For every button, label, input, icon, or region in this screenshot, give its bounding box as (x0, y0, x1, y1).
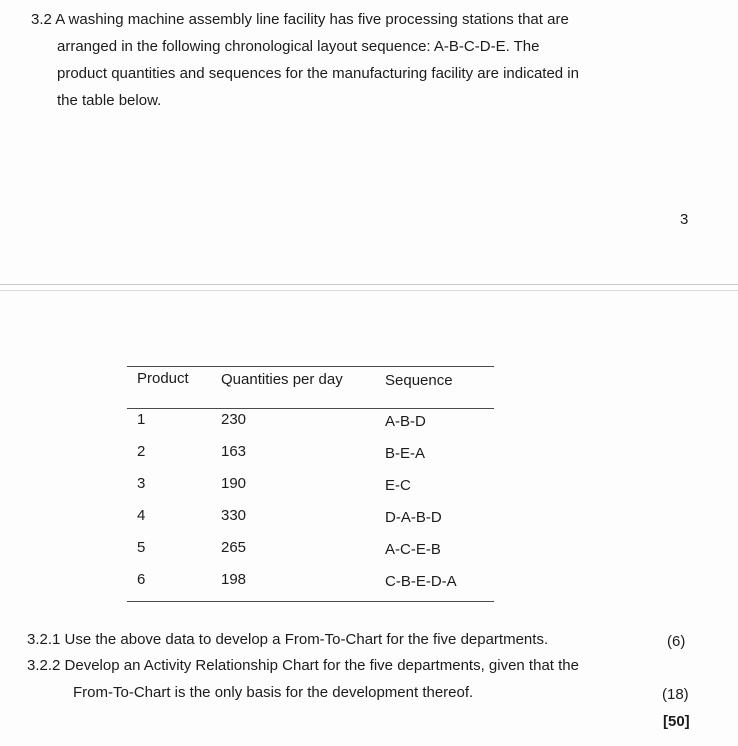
cell-quantity: 230 (221, 411, 247, 428)
cell-sequence: A-C-E-B (385, 541, 441, 558)
cell-sequence: D-A-B-D (385, 509, 442, 526)
cell-quantity: 265 (221, 539, 247, 556)
table-header-rule (127, 408, 494, 409)
question-line-4: the table below. (57, 92, 162, 109)
question-line-3: product quantities and sequences for the manufacturing facility are indicated in (57, 65, 579, 82)
header-product: Product (137, 370, 189, 387)
table-bottom-rule (127, 601, 494, 602)
cell-sequence: E-C (385, 477, 411, 494)
cell-product: 3 (137, 475, 146, 492)
page-break-rule-bottom (0, 290, 738, 291)
cell-product: 6 (137, 571, 146, 588)
question-line-1: 3.2 A washing machine assembly line facility has five processing stations that are (31, 11, 569, 28)
table-top-rule (127, 366, 494, 367)
cell-sequence: B-E-A (385, 445, 426, 462)
cell-sequence: A-B-D (385, 413, 426, 430)
subquestion-3-2-1: 3.2.1 Use the above data to develop a From-To-Chart for the five departments. (27, 631, 549, 648)
cell-product: 1 (137, 411, 146, 428)
cell-quantity: 198 (221, 571, 247, 588)
cell-sequence: C-B-E-D-A (385, 573, 457, 590)
subquestion-3-2-2-line-2: From-To-Chart is the only basis for the development thereof. (73, 684, 474, 701)
cell-product: 4 (137, 507, 146, 524)
marks-3-2-1: (6) (667, 633, 686, 650)
header-sequence: Sequence (385, 372, 453, 389)
cell-quantity: 163 (221, 443, 247, 460)
question-line-2: arranged in the following chronological layout sequence: A-B-C-D-E. The (57, 38, 540, 55)
page-number: 3 (680, 211, 689, 228)
header-quantities: Quantities per day (221, 371, 343, 388)
page-break-rule-top (0, 284, 738, 285)
cell-product: 5 (137, 539, 146, 556)
total-marks: [50] (663, 713, 690, 730)
marks-3-2-2: (18) (662, 686, 689, 703)
cell-quantity: 330 (221, 507, 247, 524)
subquestion-3-2-2-line-1: 3.2.2 Develop an Activity Relationship Chart for the five departments, given that the (27, 657, 579, 674)
cell-product: 2 (137, 443, 146, 460)
cell-quantity: 190 (221, 475, 247, 492)
